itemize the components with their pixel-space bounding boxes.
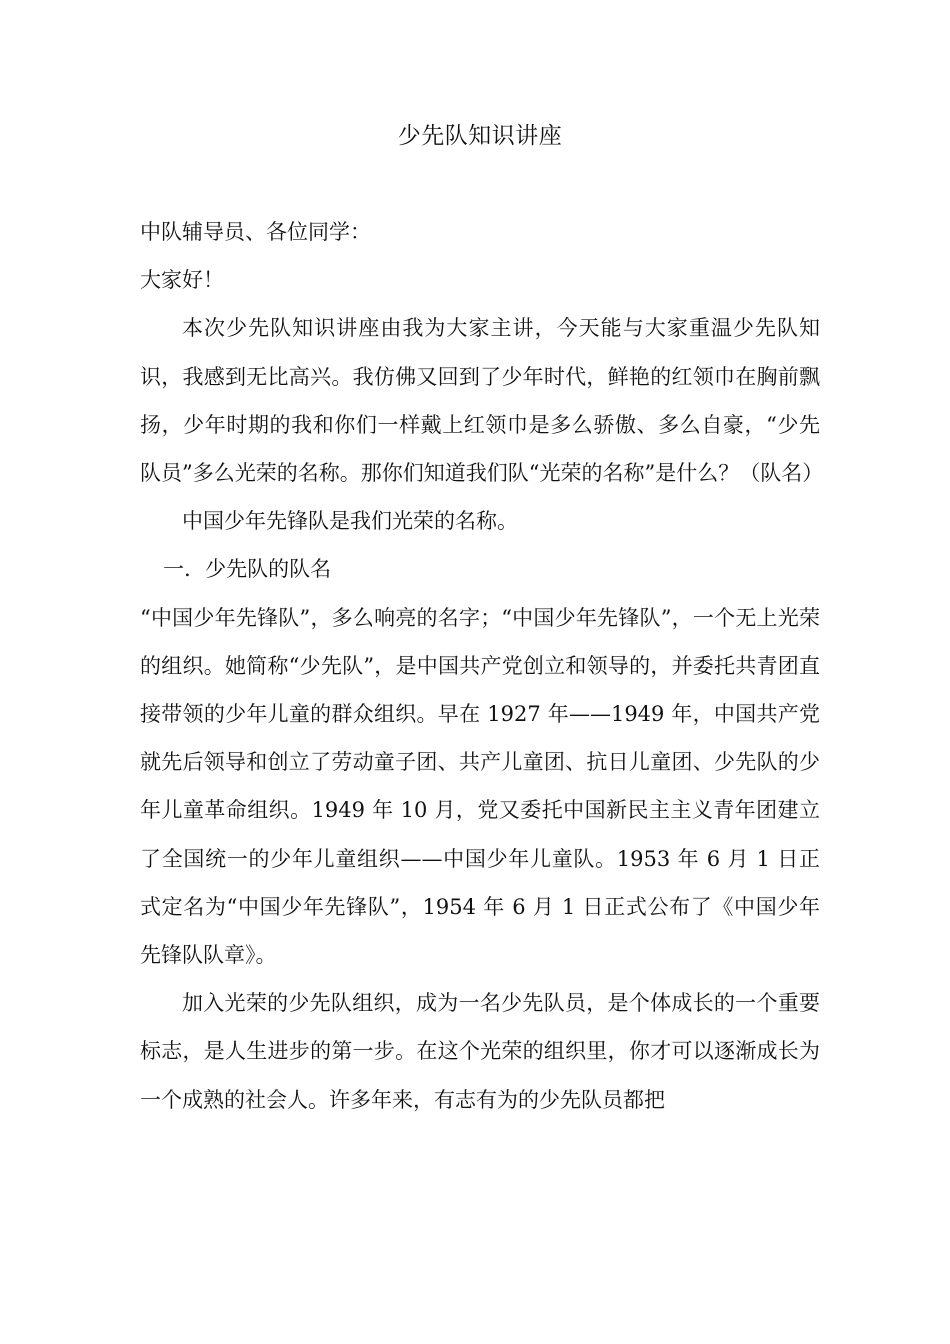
team-history-paragraph: “中国少年先锋队”，多么响亮的名字；“中国少年先锋队”，一个无上光荣的组织。她简称“少先队”，是中国共产党创立和领导的，并委托共青团直接带领的少年儿童的群众组织。早在 1927 年——1949 年，中国共产党就先后领导和创立了劳动童子团、共产儿童团、抗日儿童团、少先队的少年儿童革命组织。1949 年 10 月，党又委托中国新民主主义青年团建立了全国统一的少年儿童组织——中国少年儿童队。1953 年 6 月 1 日正式定名为“中国少年先锋队”，1954 年 6 月 1 日正式公布了《中国少年先锋队队章》。 xyxy=(140,605,820,968)
section-heading-team-name: 一．少先队的队名 xyxy=(163,557,332,582)
document-title: 少先队知识讲座 xyxy=(397,123,563,149)
salutation: 中队辅导员、各位同学： xyxy=(140,220,371,244)
document-body xyxy=(140,112,824,1124)
greeting: 大家好！ xyxy=(140,268,224,293)
intro-paragraph: 本次少先队知识讲座由我为大家主讲，今天能与大家重温少先队知识，我感到无比高兴。我仿佛又回到了少年时代，鲜艳的红领巾在胸前飘扬，少年时期的我和你们一样戴上红领巾是多么骄傲、多么自豪，“少先队员”多么光荣的名称。那你们知道我们队“光荣的名称”是什么？（队名） xyxy=(140,316,824,486)
joining-paragraph: 加入光荣的少先队组织，成为一名少先队员，是个体成长的一个重要标志，是人生进步的第一步。在这个光荣的组织里，你才可以逐渐成长为一个成熟的社会人。许多年来，有志有为的少先队员都把 xyxy=(140,991,820,1112)
team-name-answer: 中国少年先锋队是我们光荣的名称。 xyxy=(182,509,518,534)
